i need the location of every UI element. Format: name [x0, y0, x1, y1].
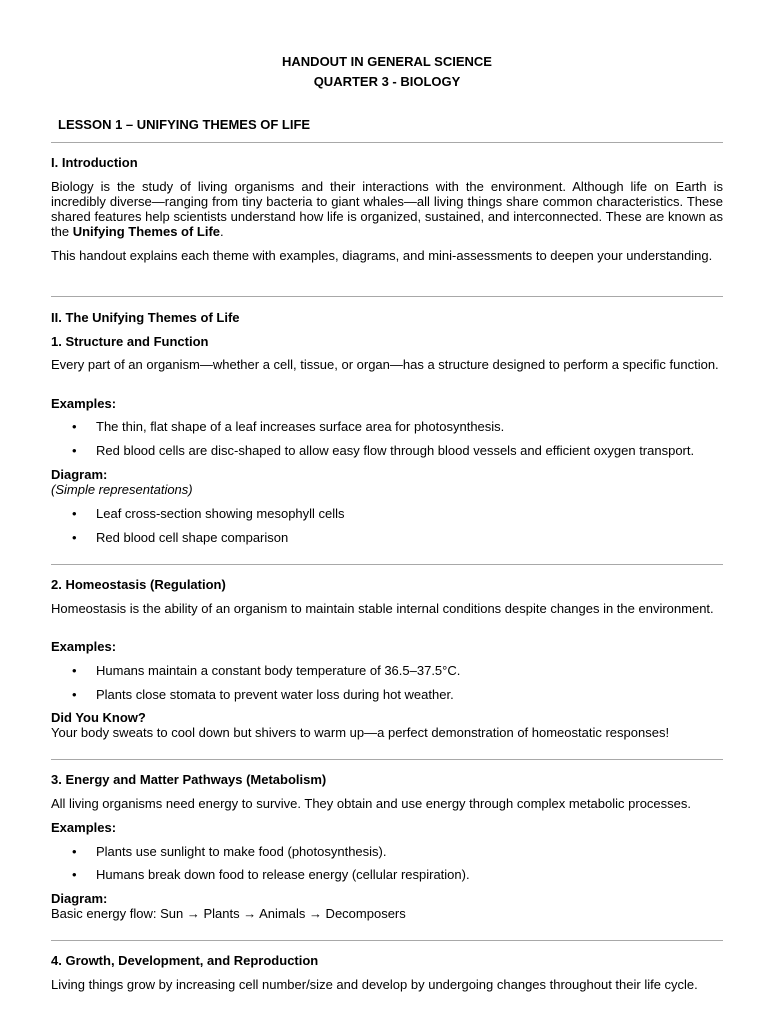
intro-paragraph-2: This handout explains each theme with examples, diagrams, and mini-assessments to deepen your understanding.	[51, 248, 713, 263]
theme-1-diagram-list	[51, 506, 723, 521]
intro-paragraph-1-end: .	[220, 224, 224, 239]
bullet-icon: •	[72, 443, 77, 458]
theme-1-diagram-list	[51, 530, 723, 545]
theme-1-paragraph: Every part of an organism—whether a cell, tissue, or organ—has a structure designed to perform a specific function.	[51, 357, 719, 372]
list-item: • The thin, flat shape of a leaf increases surface area for photosynthesis.	[72, 419, 505, 434]
theme-3-heading: 3. Energy and Matter Pathways (Metabolism)	[51, 772, 327, 787]
theme-2-examples-list	[51, 687, 723, 702]
bullet-icon: •	[72, 844, 77, 859]
intro-paragraph-1	[51, 179, 723, 239]
theme-3-examples-label: Examples:	[51, 820, 117, 835]
bullet-icon: •	[72, 506, 77, 521]
theme-3-diagram-text: Basic energy flow: Sun → Plants → Animals → Decomposers	[51, 906, 406, 921]
theme-1-examples-label: Examples:	[51, 396, 117, 411]
bullet-icon: •	[72, 530, 77, 545]
theme-1-diagram-label: Diagram:	[51, 467, 108, 482]
list-item: • Plants close stomata to prevent water loss during hot weather.	[72, 687, 454, 702]
theme-3-diagram-label: Diagram:	[51, 891, 108, 906]
bullet-icon: •	[72, 663, 77, 678]
list-item: • Leaf cross-section showing mesophyll cells	[72, 506, 345, 521]
bullet-icon: •	[72, 687, 77, 702]
divider	[51, 759, 723, 760]
theme-3-examples-list	[51, 867, 723, 882]
theme-3-paragraph: All living organisms need energy to survive. They obtain and use energy through complex metabolic processes.	[51, 796, 691, 811]
intro-paragraph-1-text: Biology is the study of living organisms and their interactions with the environment. Although life on Earth is incredibly diverse—ranging from tiny bacteria to giant whales—all living things share common characteristics. These shared features help scientists understand how life is organized, sustained, and interconnected. These are known as the	[51, 179, 723, 239]
theme-1-heading: 1. Structure and Function	[51, 334, 209, 349]
section-2-heading: II. The Unifying Themes of Life	[51, 310, 240, 325]
divider	[51, 142, 723, 143]
bullet-icon: •	[72, 867, 77, 882]
header-line-1: HANDOUT IN GENERAL SCIENCE	[282, 54, 492, 69]
theme-2-paragraph: Homeostasis is the ability of an organism to maintain stable internal conditions despite changes in the environment.	[51, 601, 714, 616]
list-item: • Humans break down food to release energy (cellular respiration).	[72, 867, 470, 882]
list-item: • Red blood cell shape comparison	[72, 530, 289, 545]
theme-2-examples-list	[51, 663, 723, 678]
divider	[51, 296, 723, 297]
intro-heading: I. Introduction	[51, 155, 138, 170]
theme-1-examples-list	[51, 443, 723, 458]
theme-2-examples-label: Examples:	[51, 639, 117, 654]
list-item: • Humans maintain a constant body temperature of 36.5–37.5°C.	[72, 663, 461, 678]
did-you-know-text: Your body sweats to cool down but shivers to warm up—a perfect demonstration of homeostatic responses!	[51, 725, 670, 740]
theme-4-heading: 4. Growth, Development, and Reproduction	[51, 953, 319, 968]
theme-1-examples-list	[51, 419, 723, 434]
divider	[51, 564, 723, 565]
divider	[51, 940, 723, 941]
list-item: • Plants use sunlight to make food (photosynthesis).	[72, 844, 387, 859]
theme-3-examples-list	[51, 844, 723, 859]
did-you-know-label: Did You Know?	[51, 710, 146, 725]
theme-2-heading: 2. Homeostasis (Regulation)	[51, 577, 226, 592]
theme-1-diagram-note: (Simple representations)	[51, 482, 193, 497]
theme-4-paragraph: Living things grow by increasing cell number/size and develop by undergoing changes throughout their life cycle.	[51, 977, 698, 992]
document-header	[51, 52, 723, 92]
header-line-2: QUARTER 3 - BIOLOGY	[313, 74, 461, 89]
intro-paragraph-1-bold: Unifying Themes of Life	[72, 224, 221, 239]
lesson-title: LESSON 1 – UNIFYING THEMES OF LIFE	[58, 117, 311, 132]
list-item: • Red blood cells are disc-shaped to allow easy flow through blood vessels and efficient oxygen transport.	[72, 443, 695, 458]
bullet-icon: •	[72, 419, 77, 434]
